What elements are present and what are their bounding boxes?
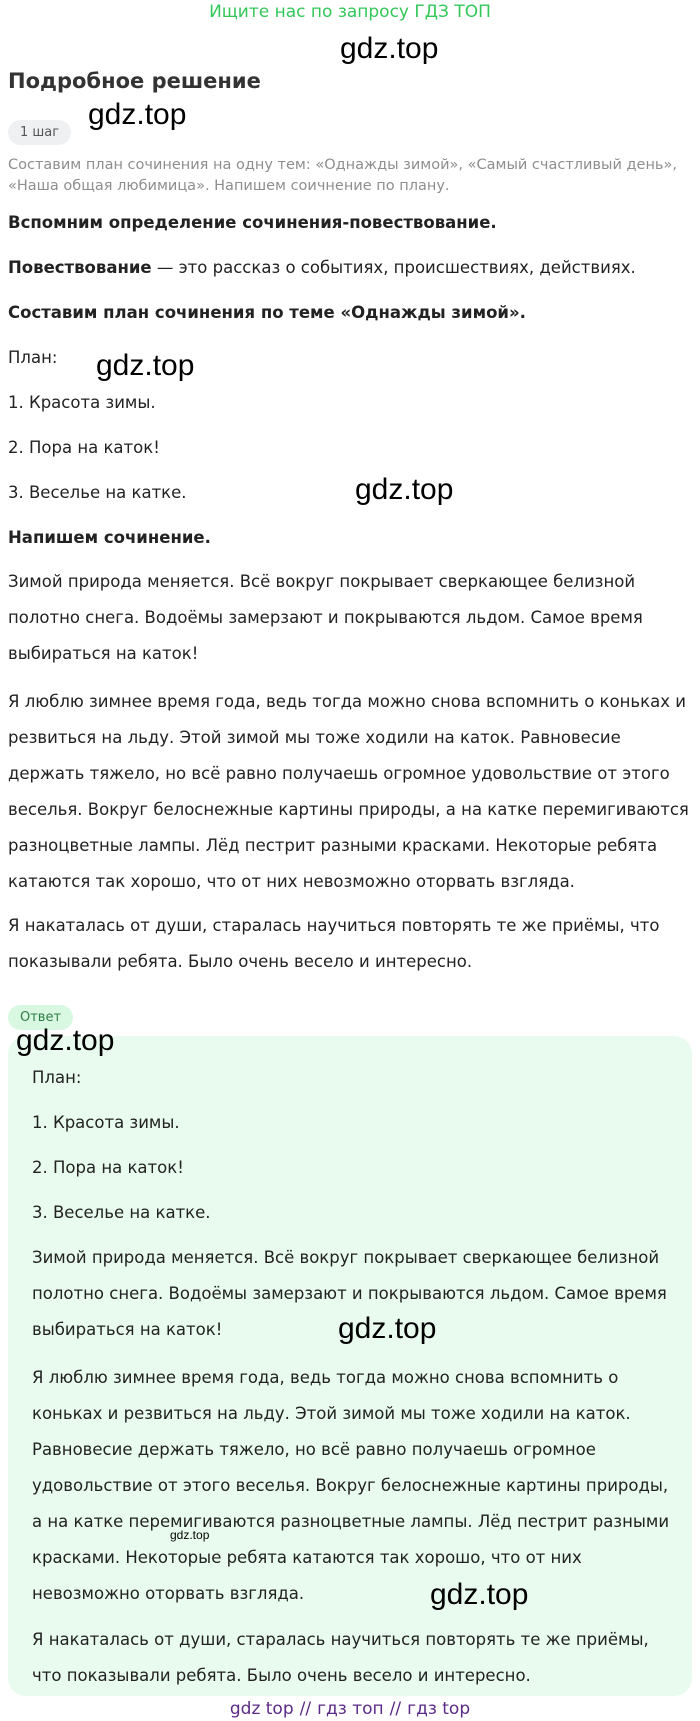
answer-plan-label: План:	[32, 1068, 82, 1087]
watermark: gdz.top	[430, 1578, 529, 1611]
watermark: gdz.top	[338, 1312, 437, 1345]
page-title: Подробное решение	[8, 69, 261, 93]
watermark: gdz.top	[340, 32, 439, 65]
footer-links	[0, 1698, 700, 1720]
essay-paragraph: Зимой природа меняется. Всё вокруг покрывает сверкающее белизной полотно снега. Водоёмы замерзают и покрываются льдом. Самое время выбираться на каток!	[8, 572, 643, 663]
answer-plan-item: 3. Веселье на катке.	[32, 1203, 211, 1222]
narration-definition	[8, 256, 636, 280]
write-essay: Напишем сочинение.	[8, 528, 211, 547]
answer-plan-item: 1. Красота зимы.	[32, 1113, 180, 1132]
answer-paragraph: Зимой природа меняется. Всё вокруг покрывает сверкающее белизной полотно снега. Водоёмы замерзают и покрываются льдом. Самое время выбираться на каток!	[32, 1248, 667, 1339]
plan-item: 1. Красота зимы.	[8, 393, 156, 412]
plan-item: 2. Пора на каток!	[8, 438, 160, 457]
narration-term: Повествование	[8, 258, 152, 277]
answer-badge: Ответ	[8, 1005, 73, 1030]
task-text: Составим план сочинения на одну тем: «Однажды зимой», «Самый счастливый день», «Наша общая любимица». Напишем соичнение по плану.	[8, 157, 677, 194]
make-plan: Составим план сочинения по теме «Однажды зимой».	[8, 303, 526, 322]
essay-paragraph: Я люблю зимнее время года, ведь тогда можно снова вспомнить о коньках и резвиться на льду. Этой зимой мы тоже ходили на каток. Равновесие держать тяжело, но всё равно получаешь огромное удовольствие от этого веселья. Вокруг белоснежные картины природы, а на катке перемигиваются разноцветные лампы. Лёд пестрит разными красками. Некоторые ребята катаются так хорошо, что от них невозможно оторвать взгляда.	[8, 692, 689, 891]
footer-separator: //	[299, 1699, 312, 1719]
watermark: gdz.top	[16, 1024, 115, 1057]
answer-paragraph: Я люблю зимнее время года, ведь тогда можно снова вспомнить о коньках и резвиться на льду. Этой зимой мы тоже ходили на каток. Равновесие держать тяжело, но всё равно получаешь огромное удовольствие от этого веселья. Вокруг белоснежные картины природы, а на катке перемигиваются разноцветные лампы. Лёд пестрит разными красками. Некоторые ребята катаются так хорошо, что от них невозможно оторвать взгляда.	[32, 1368, 670, 1603]
footer-link[interactable]: gdz top	[229, 1699, 294, 1719]
essay-paragraph: Я накаталась от души, старалась научиться повторять те же приёмы, что показывали ребята. Было очень весело и интересно.	[8, 916, 660, 971]
step-badge: 1 шаг	[8, 120, 71, 145]
plan-label: План:	[8, 348, 58, 367]
answer-paragraph: Я накаталась от души, старалась научиться повторять те же приёмы, что показывали ребята. Было очень весело и интересно.	[32, 1630, 649, 1685]
footer-link[interactable]: гдз топ	[317, 1699, 384, 1719]
footer-link[interactable]: гдз top	[407, 1699, 471, 1719]
watermark: gdz.top	[96, 349, 195, 382]
watermark: gdz.top	[88, 98, 187, 131]
answer-plan-item: 2. Пора на каток!	[32, 1158, 184, 1177]
watermark: gdz.top	[170, 1528, 210, 1542]
search-banner: Ищите нас по запросу ГДЗ ТОП	[209, 2, 491, 22]
footer-separator: //	[389, 1699, 402, 1719]
watermark: gdz.top	[355, 473, 454, 506]
narration-def: — это рассказ о событиях, происшествиях, действиях.	[151, 258, 636, 277]
plan-item: 3. Веселье на катке.	[8, 483, 187, 502]
recall-definition: Вспомним определение сочинения-повествование.	[8, 213, 497, 232]
